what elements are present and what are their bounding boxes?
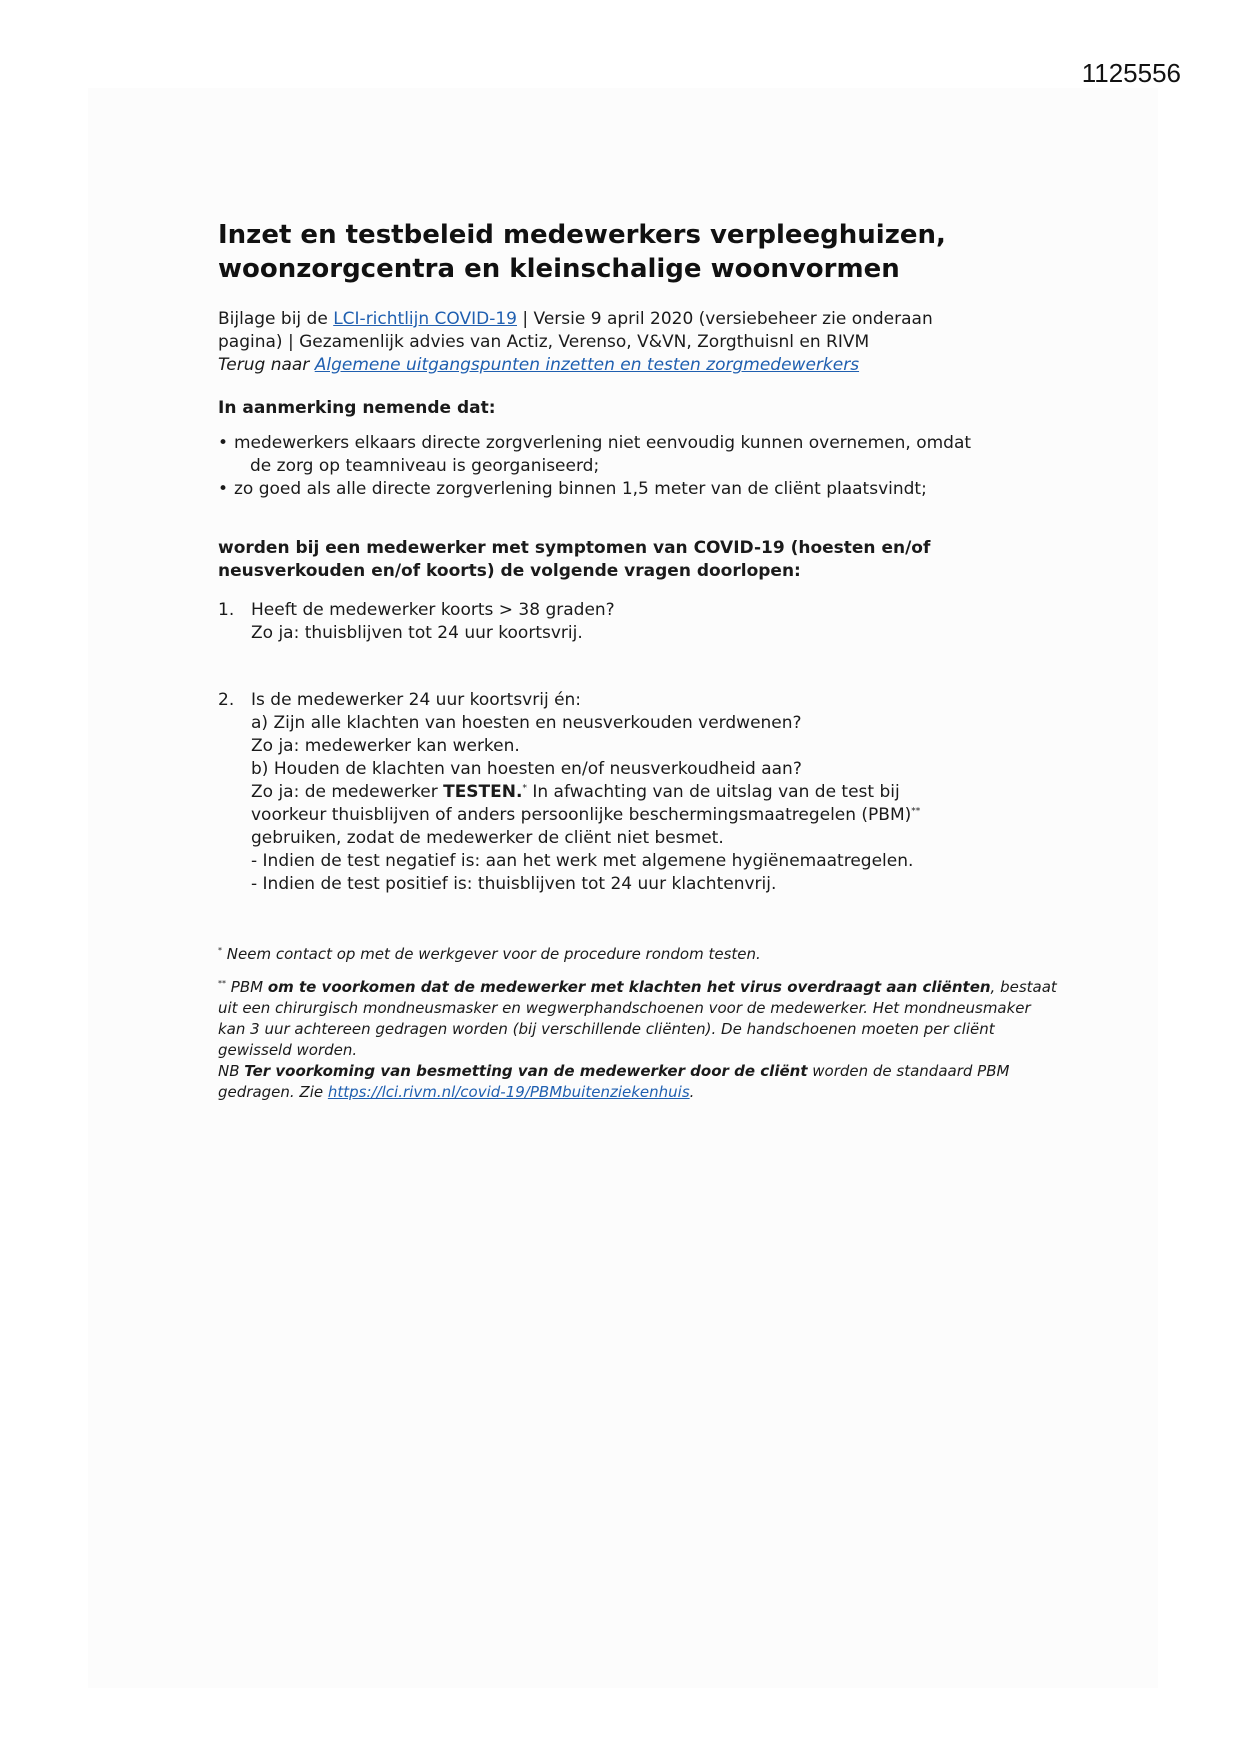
answer-b-line-1	[251, 781, 920, 804]
considering-list	[218, 432, 1058, 501]
questions-heading-line-2: neusverkouden en/of koorts) de volgende vragen doorlopen:	[218, 561, 801, 581]
question-number: 2.	[218, 690, 235, 710]
questions-heading-line-1: worden bij een medewerker met symptomen van COVID-19 (hoesten en/of	[218, 538, 931, 558]
footnote-text-2: worden de standaard PBM gedragen. Zie	[218, 1062, 1010, 1101]
footnote-emphasis-2: Ter voorkoming van besmetting van de medewerker door de cliënt	[244, 1062, 808, 1080]
footnote-1	[218, 944, 1058, 965]
pbm-link[interactable]: https://lci.rivm.nl/covid-19/PBMbuitenziekenhuis	[327, 1083, 690, 1101]
answer-b-prefix: Zo ja: de medewerker	[251, 782, 444, 802]
back-link[interactable]: Algemene uitgangspunten inzetten en testen zorgmedewerkers	[314, 355, 860, 375]
document-number: 1125556	[1081, 58, 1181, 88]
footnote-marker: *	[218, 946, 222, 955]
negative-result: - Indien de test negatief is: aan het werk met algemene hygiënemaatregelen.	[251, 851, 914, 871]
footnote-2	[218, 977, 1058, 1103]
sub-question-a: a) Zijn alle klachten van hoesten en neusverkouden verdwenen?	[251, 713, 802, 733]
considering-heading: In aanmerking nemende dat:	[218, 398, 496, 418]
footnote-end: .	[689, 1083, 695, 1101]
answer-b-pbm: voorkeur thuisblijven of anders persoonlijke beschermingsmaatregelen (PBM)	[251, 805, 912, 825]
footnote-text: Neem contact op met de werkgever voor de procedure rondom testen.	[222, 945, 761, 963]
footnote-nb: NB	[218, 1062, 245, 1080]
meta-prefix: Bijlage bij de	[218, 309, 334, 329]
back-line	[218, 354, 1058, 377]
back-prefix: Terug naar	[218, 355, 315, 375]
meta-version: | Versie 9 april 2020 (versiebeheer zie onderaan	[517, 309, 933, 329]
bullet-text: medewerkers elkaars directe zorgverlening niet eenvoudig kunnen overnemen, omdat	[234, 433, 972, 453]
answer-a: Zo ja: medewerker kan werken.	[251, 736, 520, 756]
question-text: Is de medewerker 24 uur koortsvrij én:	[251, 690, 582, 710]
footnote-marker: **	[911, 806, 921, 817]
title-line-2: woonzorgcentra en kleinschalige woonvormen	[218, 254, 900, 284]
bullet-text-continued: de zorg op teamniveau is georganiseerd;	[250, 456, 600, 476]
page-title	[218, 218, 1058, 286]
document-content	[218, 218, 1058, 1115]
question-body	[251, 599, 615, 645]
sub-question-b: b) Houden de klachten van hoesten en/of neusverkoudheid aan?	[251, 759, 802, 779]
meta-line-2: pagina) | Gezamenlijk advies van Actiz, Verenso, V&VN, Zorgthuisnl en RIVM	[218, 332, 870, 352]
testen-emphasis: TESTEN.	[443, 782, 523, 802]
footnotes	[218, 944, 1058, 1103]
answer-b-line-3: gebruiken, zodat de medewerker de cliënt niet besmet.	[251, 828, 724, 848]
positive-result: - Indien de test positief is: thuisblijven tot 24 uur klachtenvrij.	[251, 874, 777, 894]
meta-line-1	[218, 308, 1058, 331]
footnote-pbm: PBM	[226, 978, 268, 996]
footnote-marker: *	[522, 783, 527, 794]
footnote-marker: **	[218, 979, 226, 988]
footnote-text: , bestaat uit een chirurgisch mondneusmasker en wegwerphandschoenen voor de medewerker. Het mondneusmaker kan 3 uur achtereen gedragen worden (bij verschillende cliënten). De handschoenen moeten per cliënt gewisseld worden.	[218, 978, 1057, 1059]
lci-guideline-link[interactable]: LCI-richtlijn COVID-19	[333, 309, 517, 329]
question-2	[218, 689, 1058, 896]
questions-heading	[218, 537, 1058, 583]
question-text: Heeft de medewerker koorts > 38 graden?	[251, 600, 615, 620]
document-meta	[218, 308, 1058, 377]
bullet-text: zo goed als alle directe zorgverlening binnen 1,5 meter van de cliënt plaatsvindt;	[234, 479, 927, 499]
question-1	[218, 599, 1058, 645]
question-number: 1.	[218, 600, 235, 620]
list-item	[218, 432, 1058, 478]
question-body	[251, 689, 920, 896]
question-answer: Zo ja: thuisblijven tot 24 uur koortsvrij.	[251, 623, 583, 643]
answer-b-line-2	[251, 804, 920, 827]
answer-b-suffix: In afwachting van de uitslag van de test bij	[526, 782, 900, 802]
title-line-1: Inzet en testbeleid medewerkers verpleeghuizen,	[218, 220, 946, 250]
list-item	[218, 478, 1058, 501]
footnote-emphasis: om te voorkomen dat de medewerker met klachten het virus overdraagt aan cliënten	[267, 978, 991, 996]
